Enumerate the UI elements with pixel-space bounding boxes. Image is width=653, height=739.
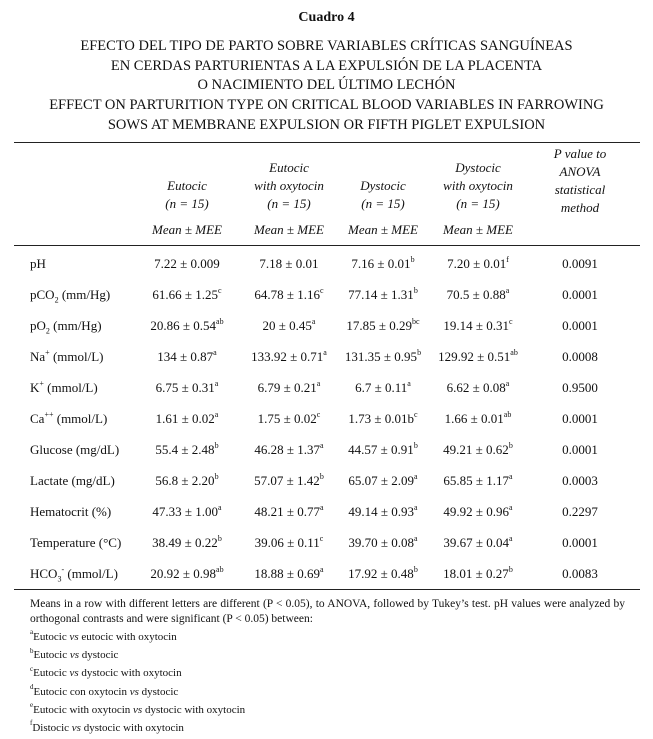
row-variable: $HCO_3^-$ (mmol/L)	[30, 564, 118, 584]
row-value: 1.66 ± 0.01$^{ab}$	[444, 409, 512, 426]
row-variable: K+ (mmol/L)	[30, 378, 98, 395]
table-bottom-rule	[14, 589, 640, 590]
col-sub-mean: Mean ± MEE	[348, 222, 418, 237]
row-value: 1.61 ± 0.02$^a$	[155, 409, 219, 426]
row-value: 55.4 ± 2.48$^b$	[155, 440, 219, 457]
footnote-item: $^b$Eutocic vs dystocic	[30, 646, 119, 662]
table-row	[0, 442, 653, 462]
row-value: 133.92 ± 0.71$^a$	[251, 347, 327, 364]
title-spanish-line: EFECTO DEL TIPO DE PARTO SOBRE VARIABLES CRÍTICAS SANGUÍNEAS	[80, 38, 573, 54]
row-value: 131.35 ± 0.95$^b$	[344, 347, 422, 364]
row-value: 134 ± 0.87$^a$	[157, 347, 217, 364]
row-value: 48.21 ± 0.77$^a$	[254, 502, 324, 519]
title-english-line: EFFECT ON PARTURITION TYPE ON CRITICAL BLOOD VARIABLES IN FARROWING	[49, 97, 604, 113]
title-spanish	[0, 37, 653, 96]
row-value: 17.92 ± 0.48$^b$	[348, 564, 418, 581]
row-value: 49.14 ± 0.93$^a$	[348, 502, 418, 519]
table-label: Cuadro 4	[298, 10, 355, 25]
row-value: 39.67 ± 0.04$^a$	[443, 533, 513, 550]
col-p-line: method	[560, 200, 600, 215]
row-value: 6.7 ± 0.11$^a$	[355, 378, 411, 395]
col-n: (n = 15)	[267, 196, 311, 211]
footnote-item: $^a$Eutocic vs eutocic with oxytocin	[30, 628, 177, 643]
row-value: $1.73 \pm 0.01b^c$	[348, 409, 418, 426]
row-p-value: 0.0083	[562, 566, 598, 581]
row-value: 70.5 ± 0.88$^a$	[446, 285, 510, 302]
row-value: 38.49 ± 0.22$^b$	[152, 533, 222, 550]
row-p-value: 0.0008	[562, 349, 598, 364]
row-value: 19.14 ± 0.31$^c$	[443, 316, 513, 333]
table-row	[0, 473, 653, 493]
col-p-line: P value to	[553, 146, 607, 161]
row-p-value: 0.0001	[562, 287, 598, 302]
row-variable: $pO_2$ (mm/Hg)	[30, 318, 102, 336]
row-variable: Ca++ (mmol/L)	[30, 409, 108, 426]
row-variable: Temperature (°C)	[30, 535, 122, 550]
row-value: 6.79 ± 0.21$^a$	[257, 378, 321, 395]
row-value: 6.62 ± 0.08$^a$	[446, 378, 510, 395]
row-value: 61.66 ± 1.25$^c$	[152, 285, 222, 302]
row-value: 56.8 ± 2.20$^b$	[155, 471, 219, 488]
row-value: 7.22 ± 0.009	[154, 256, 220, 271]
row-value: 39.70 ± 0.08$^a$	[348, 533, 418, 550]
row-value: 49.21 ± 0.62$^b$	[443, 440, 513, 457]
row-variable: Hematocrit (%)	[30, 504, 112, 519]
title-english-line: SOWS AT MEMBRANE EXPULSION OR FIFTH PIGLET EXPULSION	[107, 117, 546, 133]
title-spanish-line: EN CERDAS PARTURIENTAS A LA EXPULSIÓN DE LA PLACENTA	[110, 57, 543, 74]
row-value: 18.01 ± 0.27$^b$	[443, 564, 513, 581]
row-value: 1.75 ± 0.02$^c$	[257, 409, 321, 426]
col-name-2: with oxytocin	[443, 178, 513, 193]
table-row	[0, 287, 653, 307]
row-value: 47.33 ± 1.00$^a$	[152, 502, 222, 519]
table-row	[0, 535, 653, 555]
row-p-value: 0.0001	[562, 411, 598, 426]
col-name-2: with oxytocin	[254, 178, 324, 193]
col-name: Dystocic	[360, 178, 406, 193]
row-value: 6.75 ± 0.31$^a$	[155, 378, 219, 395]
row-value: 17.85 ± 0.29$^{bc}$	[346, 316, 420, 333]
row-p-value: 0.2297	[562, 504, 598, 519]
row-variable: pCO$_2$ (mm/Hg)	[30, 287, 111, 305]
row-value: 39.06 ± 0.11$^c$	[254, 533, 324, 550]
table-top-rule	[14, 142, 640, 143]
row-value: 44.57 ± 0.91$^b$	[348, 440, 418, 457]
table-notes: Means in a row with different letters are different (P < 0.05), to ANOVA, followed by Tukey’s test. pH values were analyzed by orthogonal contrasts and were significant (P < 0.05) between:	[30, 598, 625, 625]
col-header-p-value	[530, 145, 630, 217]
col-sub-mean: Mean ± MEE	[152, 222, 222, 237]
col-sub-mean: Mean ± MEE	[443, 222, 513, 237]
row-p-value: 0.0001	[562, 442, 598, 457]
row-value: 77.14 ± 1.31$^b$	[348, 285, 418, 302]
table-header-rule	[14, 245, 640, 246]
table-row	[0, 411, 653, 431]
row-p-value: 0.0001	[562, 318, 598, 333]
table-row	[0, 318, 653, 338]
row-value: 20 ± 0.45$^a$	[262, 316, 316, 333]
col-name: Dystocic	[455, 160, 501, 175]
row-p-value: 0.9500	[562, 380, 598, 395]
col-header-eutocic	[137, 177, 237, 213]
row-value: 64.78 ± 1.16$^c$	[254, 285, 324, 302]
table-row	[0, 256, 653, 276]
row-p-value: 0.0001	[562, 535, 598, 550]
table-row	[0, 349, 653, 369]
col-p-line: ANOVA	[559, 164, 601, 179]
table-row	[0, 504, 653, 524]
col-n: (n = 15)	[361, 196, 405, 211]
title-spanish-line: O NACIMIENTO DEL ÚLTIMO LECHÓN	[197, 77, 456, 93]
table-row	[0, 380, 653, 400]
row-value: 46.28 ± 1.37$^a$	[254, 440, 324, 457]
row-value: 49.92 ± 0.96$^a$	[443, 502, 513, 519]
col-header-dystocic	[333, 177, 433, 213]
col-n: (n = 15)	[456, 196, 500, 211]
row-value: 7.18 ± 0.01	[259, 256, 319, 271]
row-p-value: 0.0091	[562, 256, 598, 271]
row-variable: pH	[30, 256, 46, 271]
row-value: 65.85 ± 1.17$^a$	[443, 471, 513, 488]
row-p-value: 0.0003	[562, 473, 598, 488]
col-header-dystocic-oxytocin	[428, 159, 528, 213]
col-sub-mean: Mean ± MEE	[254, 222, 324, 237]
table-row	[0, 566, 653, 586]
col-n: (n = 15)	[165, 196, 209, 211]
col-p-line: statistical	[554, 182, 606, 197]
footnote-item: $^f$Distocic vs dystocic with oxytocin	[30, 719, 184, 734]
row-variable: Na+ (mmol/L)	[30, 347, 104, 364]
row-variable: Glucose (mg/dL)	[30, 442, 120, 457]
title-english	[0, 95, 653, 135]
row-variable: Lactate (mg/dL)	[30, 473, 115, 488]
footnote-item: $^e$Eutocic with oxytocin vs dystocic with oxytocin	[30, 701, 246, 716]
row-value: 65.07 ± 2.09$^a$	[348, 471, 418, 488]
footnote-item: $^c$Eutocic vs dystocic with oxytocin	[30, 664, 182, 680]
footnote-item: $^d$Eutocic con oxytocin vs dystocic	[30, 682, 179, 698]
row-value: 7.20 ± 0.01$^f$	[447, 254, 509, 271]
row-value: 20.86 ± 0.54$^{ab}$	[150, 316, 224, 333]
col-name: Eutocic	[167, 178, 207, 193]
row-value: 57.07 ± 1.42$^b$	[254, 471, 324, 488]
row-value: 20.92 ± 0.98$^{ab}$	[150, 564, 224, 581]
row-value: 7.16 ± 0.01$^b$	[351, 254, 415, 271]
row-value: 18.88 ± 0.69$^a$	[254, 564, 324, 581]
col-header-eutocic-oxytocin	[239, 159, 339, 213]
row-value: 129.92 ± 0.51$^{ab}$	[438, 347, 518, 364]
col-name: Eutocic	[269, 160, 309, 175]
